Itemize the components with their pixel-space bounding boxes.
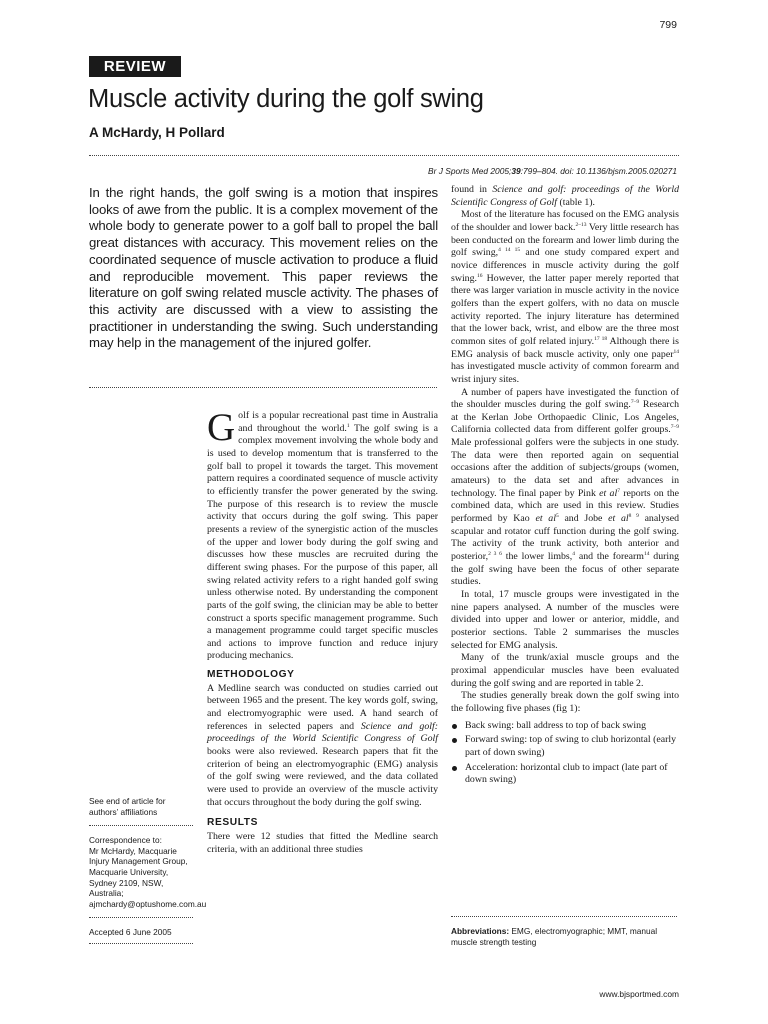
citation-prefix: Br J Sports Med 2005; xyxy=(428,166,512,176)
dotted-divider xyxy=(451,916,677,917)
dotted-divider xyxy=(89,387,437,388)
abbreviations-label: Abbreviations: xyxy=(451,926,510,936)
body-column-middle xyxy=(207,406,438,856)
accepted-date: Accepted 6 June 2005 xyxy=(89,927,172,938)
results-paragraph: There were 12 studies that fitted the Medline search criteria, with an additional three studies xyxy=(207,831,438,855)
dotted-divider xyxy=(89,825,193,826)
article-title: Muscle activity during the golf swing xyxy=(88,85,484,113)
drop-cap: G xyxy=(207,406,236,449)
continued-paragraph xyxy=(451,184,679,209)
body-text: The golf swing is a complex movement involving the whole body and is used to develop momentum that is transferred to the golf ball to propel it towards the target. This movement pattern requires a coordinated sequence of muscle activity to efficiently transfer the power generated by the swing. The purpose of this research is to review the muscle activity that occurs during the golf swing. This paper presents a review of the synergistic action of the muscles of the upper and lower body during the golf swing and discusses how these muscles are recruited during the different swing phases. For the purpose of this paper, all swing related activity refers to a right handed golf swing unless otherwise noted. By understanding the component parts of the golf swing, the clinician may be able to better construct a sports specific management programme. Such a management programme could target specific muscles and actions to improve function and reduce injury producing mechanics. xyxy=(207,422,438,662)
abstract: In the right hands, the golf swing is a motion that inspires looks of awe from the public. It is a complex movement of the whole body to generate power to a golf ball to propel the ball great distances with accuracy. This movement relies on the coordinated sequence of muscle activation to produce a fluid and reproducible movement. This paper reviews the literature on golf swing related muscle activity. The phases of this activity are discussed with a view to assisting the practitioner in understanding the swing. Such understanding may help in the management of the injured golfer. xyxy=(89,185,438,351)
footer-url[interactable]: www.bjsportmed.com xyxy=(599,989,679,999)
et-al: et al xyxy=(599,487,618,499)
reference-marker: 14 xyxy=(673,348,679,355)
et-al: et al xyxy=(608,513,629,525)
reference-marker: 4 14 15 xyxy=(498,247,521,254)
body-text: during the golf swing have been the focus of other separate studies. xyxy=(451,551,679,588)
book-title: Science and golf: proceedings of the World Scientific Congress of Golf xyxy=(207,720,438,745)
results-heading: RESULTS xyxy=(207,817,258,829)
body-text: found in xyxy=(451,184,493,195)
page-number: 799 xyxy=(659,19,677,31)
reference-marker: 8 9 xyxy=(628,513,639,520)
reference-marker: 2 3 6 xyxy=(488,551,502,558)
body-paragraph: Many of the trunk/axial muscle groups and the proximal appendicular muscles have been evaluated during the golf swing and are reported in table 2. xyxy=(451,652,679,689)
body-text: analysed scapular and rotator cuff function during the golf swing. The activity of the trunk activity, both anterior and posterior, xyxy=(451,513,680,563)
body-text: Although there is EMG analysis of back muscle activity, only one paper xyxy=(451,335,679,360)
dotted-divider xyxy=(89,943,193,944)
list-item: Forward swing: top of swing to club horizontal (early part of down swing) xyxy=(451,734,679,759)
article-sidebar xyxy=(89,796,207,953)
dotted-divider xyxy=(89,917,193,918)
body-paragraph xyxy=(451,209,679,386)
citation-volume: 39 xyxy=(511,166,521,176)
abbreviations-text: EMG, electromyographic; MMT, manual muscle strength testing xyxy=(451,926,658,948)
body-text: A number of papers have investigated the function of the shoulder muscles during the golf swing. xyxy=(451,386,679,411)
reference-marker: 7 xyxy=(617,487,620,494)
body-paragraph: In total, 17 muscle groups were investigated in the nine papers analysed. A number of the muscles were divided into upper and lower or anterior, middle, and posterior sections. Table 2 summarises the muscles selected for EMG analysis. xyxy=(451,589,679,651)
body-text: and Jobe xyxy=(558,513,609,525)
dotted-divider xyxy=(89,155,679,156)
methodology-paragraph xyxy=(207,683,438,810)
body-text: Most of the literature has focused on the EMG analysis of the shoulder and lower back. xyxy=(451,209,679,233)
reference-marker: 16 xyxy=(476,272,483,279)
citation-line xyxy=(428,166,677,176)
body-paragraph: The studies generally break down the golf swing into the following five phases (fig 1): xyxy=(451,690,679,714)
reference-marker: 7–9 xyxy=(670,424,679,431)
reference-marker: 5 xyxy=(555,513,559,520)
body-text: (table 1). xyxy=(557,196,595,208)
body-text: However, the latter paper merely reported that there was larger variation in muscle activity in the novice golfers than the expert golfers, with no data on muscle activity reported. The injury literature has determined that the lower back, wrist, and elbow are the three most common sites of golf related injury. xyxy=(451,272,679,347)
section-label-badge: REVIEW xyxy=(89,56,181,77)
swing-phase-list xyxy=(451,720,679,787)
intro-paragraph xyxy=(207,406,438,663)
affiliations-note: See end of article for authors’ affiliations xyxy=(89,796,166,817)
body-text: books were also reviewed. Research papers that fit the criterion of being an electromyographic (EMG) analysis of the golf swing were reviewed, and the data collated were used to provide an overview of the muscle activity that occurs throughout the body during the golf swing. xyxy=(207,746,438,808)
body-text: Male professional golfers were the subjects in one study. The data were then reported again on sequential occasions after the addition of subjects/groups (women, amateurs) to the data set and after advances in technology. The final paper by Pink xyxy=(451,437,679,499)
body-text: Research at the Kerlan Jobe Orthopaedic Clinic, Los Angeles, California collected data from different golfer groups. xyxy=(451,399,679,436)
reference-marker: 17 18 xyxy=(594,335,608,342)
reference-marker: 1 xyxy=(346,422,350,429)
list-item: Acceleration: horizontal club to impact (late part of down swing) xyxy=(451,762,679,787)
correspondence-label: Correspondence to: xyxy=(89,835,162,846)
body-column-right xyxy=(451,184,679,789)
correspondence-address: Mr McHardy, Macquarie Injury Management Group, Macquarie University, Sydney 2109, NSW, Australia; ajmchardy@optushome.com.au xyxy=(89,845,207,909)
reference-marker: 2–13 xyxy=(575,221,587,228)
body-text: and one study compared expert and novice differences in muscle activity during the golf swing. xyxy=(451,247,680,284)
body-paragraph xyxy=(451,387,679,590)
et-al: et al xyxy=(535,513,556,525)
body-text: and the forearm xyxy=(574,551,644,563)
authors: A McHardy, H Pollard xyxy=(89,125,225,140)
body-text: A Medline search was conducted on studies carried out between 1965 and the present. The key words golf, swing, and electromyographic were used. A hand search of references in selected papers and xyxy=(207,682,438,732)
body-text: olf is a popular recreational past time in Australia and throughout the world. xyxy=(238,410,438,434)
abbreviations-note xyxy=(451,926,679,948)
body-text: reports on the combined data, which are used in this review. Studies performed by Kao xyxy=(451,487,679,525)
citation-suffix: :799–804. doi: 10.1136/bjsm.2005.020271 xyxy=(520,166,677,176)
book-title: Science and golf: proceedings of the World Scientific Congress of Golf xyxy=(451,184,679,208)
body-text: has investigated muscle activity of common forearm and wrist injury sites. xyxy=(451,361,679,385)
reference-marker: 4 xyxy=(572,551,575,558)
reference-marker: 7–9 xyxy=(630,399,640,406)
body-text: Very little research has been conducted on the forearm and lower limb during the golf swing, xyxy=(451,221,679,259)
reference-marker: 14 xyxy=(643,551,650,558)
body-text: the lower limbs, xyxy=(501,551,573,563)
methodology-heading: METHODOLOGY xyxy=(207,669,295,681)
list-item: Back swing: ball address to top of back swing xyxy=(451,720,679,733)
